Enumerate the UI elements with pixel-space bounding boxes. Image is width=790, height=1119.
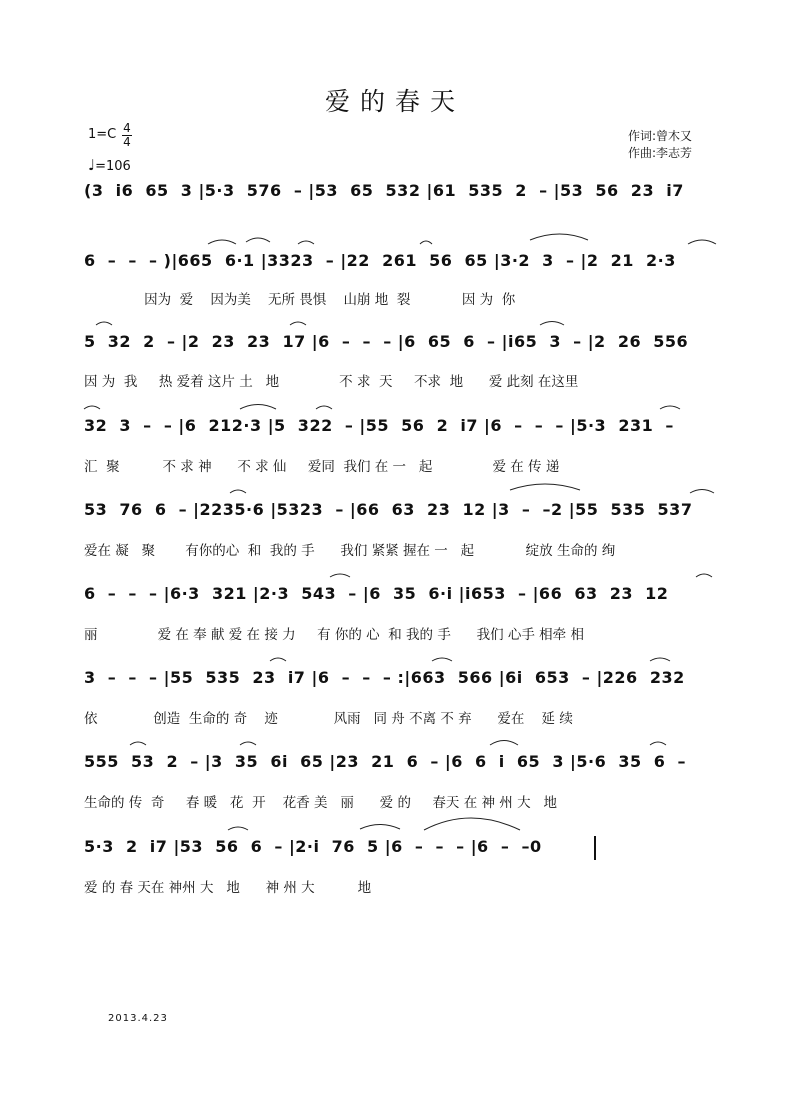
slur-arc: [290, 322, 306, 325]
notation-row-6: 6 – – – |6·3 321 |2·3 543 – |6 35 6·i |i653 – |66 63 23 12: [84, 584, 669, 603]
lyrics-row-7: 依 创造 生命的 奇 迹 风雨 同 舟 不离 不 弃 爱在 延 续: [84, 711, 573, 727]
lyrics-row-9: 爱 的 春 天在 神州 大 地 神 州 大 地: [84, 880, 372, 896]
lyrics-row-2: 因为 爱 因为美 无所 畏惧 山崩 地 裂 因 为 你: [84, 292, 516, 308]
notation-row-4: 32 3 – – |6 212·3 |5 322 – |55 56 2 i7 |6 – – – |5·3 231 –: [84, 416, 674, 435]
slur-arc: [650, 742, 666, 745]
key-label: 1=C: [88, 127, 117, 142]
lyrics-row-6: 丽 爱 在 奉 献 爱 在 接 力 有 你的 心 和 我的 手 我们 心手 相牵 相: [84, 627, 584, 643]
slur-arc: [240, 405, 276, 410]
slur-arc: [688, 240, 716, 244]
notation-row-7: 3 – – – |55 535 23 i7 |6 – – – :|663 566 |6i 653 – |226 232: [84, 668, 685, 687]
slur-arc: [330, 574, 350, 577]
slur-arc: [660, 406, 680, 409]
slur-arc: [228, 827, 248, 830]
slur-arc: [130, 742, 146, 745]
lyrics-row-5: 爱在 凝 聚 有你的心 和 我的 手 我们 紧紧 握在 一 起 绽放 生命的 绚: [84, 543, 616, 559]
time-signature-top: 4: [123, 121, 131, 135]
slur-arc: [96, 322, 112, 325]
notation-row-5: 53 76 6 – |2235·6 |5323 – |66 63 23 12 |3 – –2 |55 535 537: [84, 500, 693, 519]
lyrics-row-3: 因 为 我 热 爱着 这片 土 地 不 求 天 不求 地 爱 此刻 在这里: [84, 374, 579, 390]
slur-arc: [510, 484, 580, 490]
lyrics-row-4: 汇 聚 不 求 神 不 求 仙 爱同 我们 在 一 起 爱 在 传 递: [84, 459, 560, 475]
slur-arc: [432, 658, 452, 661]
final-barline: [594, 836, 596, 860]
notation-row-2: 6 – – – )|665 6·1 |3323 – |22 261 56 65 |3·2 3 – |2 21 2·3: [84, 251, 676, 270]
slur-arc: [298, 241, 314, 244]
slur-arc: [650, 658, 670, 661]
lyricist: 作词:曾木又: [628, 129, 693, 143]
notation-row-8: 555 53 2 – |3 35 6i 65 |23 21 6 – |6 6 i 65 3 |5·6 35 6 –: [84, 752, 687, 771]
slur-arc: [230, 490, 246, 493]
slur-arc: [696, 574, 712, 577]
slur-arc: [208, 240, 236, 244]
composer: 作曲:李志芳: [628, 146, 693, 160]
quarter-note-icon: ♩: [88, 156, 96, 174]
slur-arc: [490, 741, 518, 746]
tempo-value: =106: [95, 159, 131, 174]
slur-arc: [360, 825, 400, 830]
slur-arc: [420, 241, 432, 244]
slur-arc: [246, 238, 270, 242]
slur-arc: [84, 406, 100, 409]
slur-arc: [540, 322, 564, 326]
date-stamp: 2013.4.23: [108, 1013, 168, 1024]
slur-arc: [316, 406, 332, 409]
slur-arc: [530, 234, 588, 240]
slur-arc: [270, 658, 286, 661]
song-title: 爱的春天: [324, 87, 465, 116]
slur-arc: [690, 490, 714, 494]
notation-row-1: (3 i6 65 3 |5·3 576 – |53 65 532 |61 535 2 – |53 56 23 i7: [84, 181, 684, 200]
notation-row-3: 5 32 2 – |2 23 23 17 |6 – – – |6 65 6 – |i65 3 – |2 26 556: [84, 332, 689, 351]
time-signature-bottom: 4: [123, 135, 131, 149]
lyrics-row-8: 生命的 传 奇 春 暖 花 开 花香 美 丽 爱 的 春天 在 神 州 大 地: [84, 795, 557, 811]
slur-arc: [240, 742, 256, 745]
slur-arc: [424, 818, 520, 830]
notation-row-9: 5·3 2 i7 |53 56 6 – |2·i 76 5 |6 – – – |6 – –0: [84, 837, 542, 856]
